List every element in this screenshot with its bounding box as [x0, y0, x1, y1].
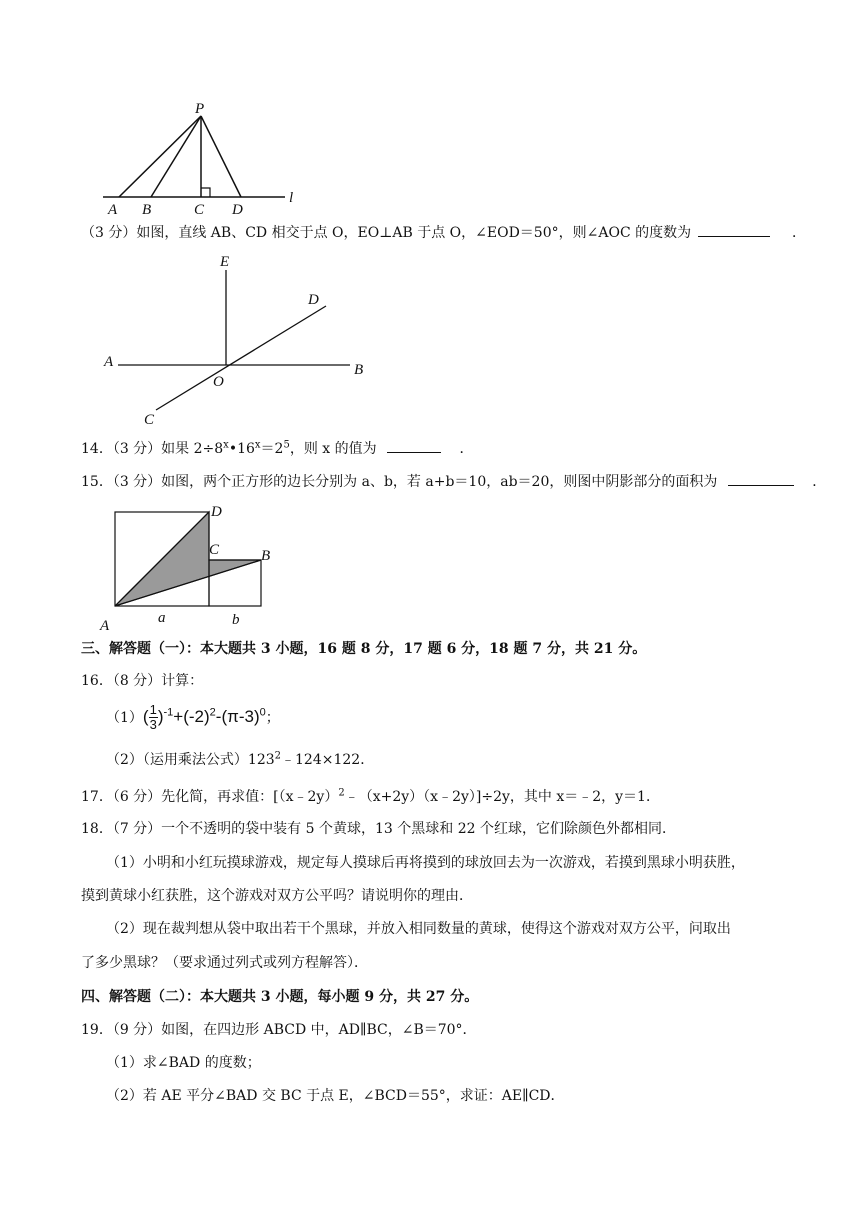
label-a: A: [108, 202, 118, 218]
figure-q13: [100, 248, 380, 428]
q19-part2: （2）若 AE 平分∠BAD 交 BC 于点 E，∠BCD＝55°，求证：AE∥CD．: [106, 1088, 565, 1104]
label-b: B: [142, 202, 152, 218]
q15-text: 15．（3 分）如图，两个正方形的边长分别为 a、b，若 a+b＝10，ab＝20，则图中阴影部分的面积为: [81, 474, 718, 490]
q18-part1-line2: 摸到黄球小红获胜，这个游戏对双方公平吗？请说明你的理由．: [81, 888, 473, 904]
q14-text-4: ，则 x 的值为: [289, 441, 377, 457]
right-angle-mark: [201, 188, 210, 197]
figure-q15: [95, 500, 295, 630]
question-14: [81, 438, 474, 459]
q14-text-1: 14．（3 分）如果 2÷8: [81, 441, 224, 457]
segment-pd: [201, 116, 241, 197]
shaded-region: [115, 512, 261, 606]
label-o: O: [213, 374, 224, 390]
q14-exp-1: x: [223, 439, 229, 451]
q17-exp: 2: [338, 787, 345, 799]
q16-part2-text-2: ﹣124×122．: [281, 752, 375, 768]
q19-part1: （1）求∠BAD 的度数；: [106, 1055, 261, 1071]
paren-open: (: [142, 707, 149, 726]
q17-text-2: ﹣（x+2y）（x﹣2y）]÷2y，其中 x＝﹣2，y＝1．: [344, 789, 660, 805]
q17-text-1: 17．（6 分）先化简，再求值：[（x﹣2y）: [81, 789, 339, 805]
q13-text: （3 分）如图，直线 AB、CD 相交于点 O，EO⊥AB 于点 O，∠EOD＝50°，则∠AOC 的度数为: [81, 225, 692, 241]
label-a-side: a: [158, 610, 166, 626]
label-c: C: [209, 542, 220, 558]
q13-end: ．: [792, 225, 807, 241]
question-15: [81, 471, 826, 492]
q16-part2: [106, 750, 374, 770]
q16-part2-text-1: （2）（运用乘法公式）123: [106, 752, 275, 768]
label-a: A: [104, 354, 114, 370]
label-d: D: [211, 504, 222, 520]
fraction-denominator: 3: [149, 717, 157, 733]
q16-part1: [106, 700, 280, 734]
label-b: B: [354, 362, 364, 378]
q13-answer-blank[interactable]: [698, 222, 770, 237]
label-c: C: [194, 202, 205, 218]
paren-close: ): [157, 707, 164, 726]
term-minus-two: +(-2): [173, 707, 210, 726]
q16-part2-exp: 2: [274, 750, 282, 762]
q14-text-3: ＝2: [260, 441, 284, 457]
section-4-title: 四、解答题（二）：本大题共 3 小题，每小题 9 分，共 27 分。: [81, 989, 479, 1005]
q16-heading: 16．（8 分）计算：: [81, 673, 204, 689]
figure-q12: [95, 98, 305, 218]
label-d: D: [232, 202, 243, 218]
q16-expression-1: [142, 702, 266, 733]
label-e: E: [220, 254, 230, 270]
exponent-two: 2: [209, 706, 216, 719]
q15-answer-blank[interactable]: [728, 471, 794, 486]
q14-end: ．: [459, 441, 474, 457]
label-b-side: b: [232, 612, 240, 628]
label-d: D: [308, 292, 319, 308]
q14-text-2: •16: [228, 441, 255, 457]
q18-part2-line2: 了多少黑球？（要求通过列式或列方程解答）．: [81, 955, 368, 971]
q14-exp-3: 5: [283, 439, 290, 451]
q15-end: ．: [812, 474, 827, 490]
fraction-numerator: 1: [149, 702, 157, 718]
q18-heading: 18．（7 分）一个不透明的袋中装有 5 个黄球，13 个黑球和 22 个红球，它们除颜色外都相同．: [81, 821, 676, 837]
fraction-one-third: [149, 703, 158, 732]
term-pi-minus-three: -(π-3): [215, 707, 260, 726]
exponent-zero: 0: [259, 706, 266, 719]
q14-answer-blank[interactable]: [387, 438, 441, 453]
label-c: C: [144, 412, 155, 428]
q16-part1-end: ；: [265, 710, 280, 726]
segment-pa: [119, 116, 201, 197]
label-l: l: [289, 190, 294, 206]
label-b: B: [261, 548, 271, 564]
line-cd: [156, 306, 326, 410]
segment-pb: [151, 116, 201, 197]
q18-part1-line1: （1）小明和小红玩摸球游戏，规定每人摸球后再将摸到的球放回去为一次游戏，若摸到黑球小明获胜，: [106, 855, 745, 871]
question-17: [81, 787, 660, 807]
section-3-title: 三、解答题（一）：本大题共 3 小题，16 题 8 分，17 题 6 分，18 题 7 分，共 21 分。: [81, 641, 647, 657]
exponent-minus-one: -1: [163, 706, 174, 719]
question-13: [81, 222, 806, 243]
q19-heading: 19．（9 分）如图，在四边形 ABCD 中，AD∥BC，∠B＝70°．: [81, 1022, 477, 1038]
label-p: P: [195, 101, 205, 117]
label-a: A: [100, 618, 110, 630]
q16-part1-label: （1）: [106, 710, 143, 726]
q14-exp-2: x: [254, 439, 261, 451]
q18-part2-line1: （2）现在裁判想从袋中取出若干个黑球，并放入相同数量的黄球，使得这个游戏对双方公平，问取出: [106, 921, 731, 937]
